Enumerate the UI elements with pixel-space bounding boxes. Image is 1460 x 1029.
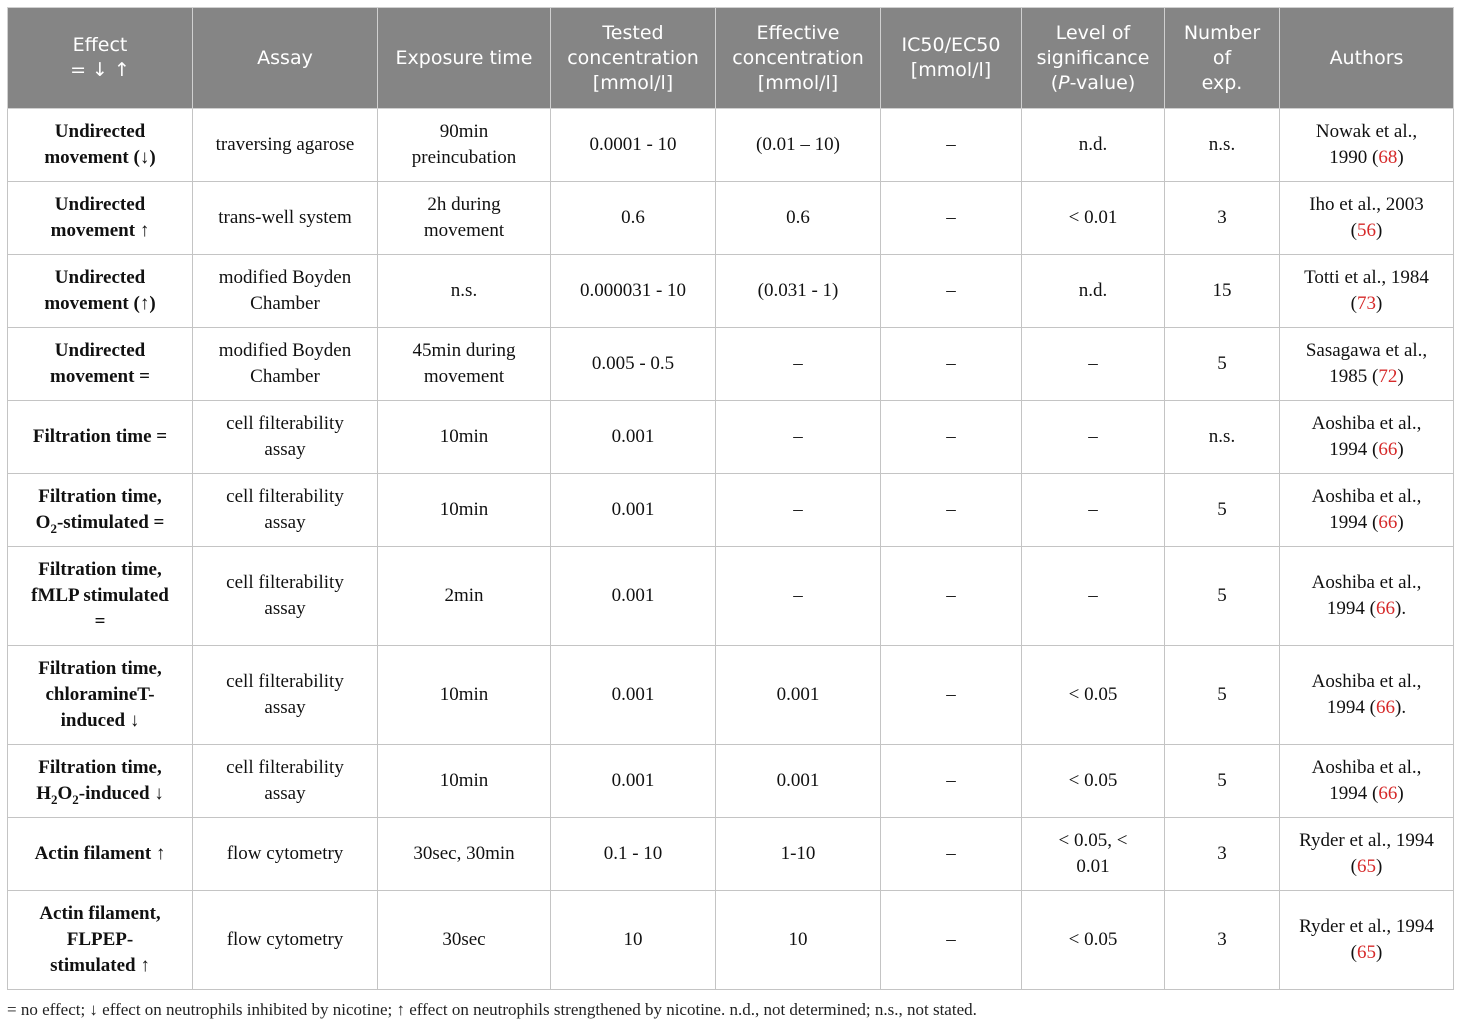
table-row [8, 328, 1454, 401]
cell-number: n.s. [1165, 401, 1280, 474]
header-level-suffix: -value) [1069, 71, 1136, 94]
author-close: ). [1395, 697, 1407, 718]
cell-ic50: – [881, 401, 1022, 474]
effect-line1: Undirected [54, 340, 146, 361]
cell-number: 5 [1165, 745, 1280, 818]
author-year: 1994 ( [1326, 697, 1376, 718]
cell-exposure [378, 745, 551, 818]
effect-line2-suffix: -stimulated = [56, 512, 165, 533]
cell-effect [8, 255, 193, 328]
author-year: 1990 ( [1329, 147, 1379, 168]
header-row [8, 8, 1454, 109]
exposure-text: 2min [444, 585, 484, 606]
cell-ic50: – [881, 255, 1022, 328]
cell-authors [1280, 891, 1454, 990]
table-footnote: = no effect; ↓ effect on neutrophils inhibited by nicotine; ↑ effect on neutrophils strengthened by nicotine. n.d., not determined; n.s., not stated. [7, 1000, 977, 1019]
exposure-text: 10min [439, 684, 489, 705]
author-close: ). [1395, 598, 1407, 619]
cell-tested: 0.005 - 0.5 [551, 328, 716, 401]
cell-effective: 1-10 [716, 818, 881, 891]
cell-ic50: – [881, 818, 1022, 891]
exposure-text: 30sec [442, 929, 486, 950]
assay-line2: Chamber [250, 293, 320, 314]
effect-line2: chloramineT- [45, 684, 155, 705]
assay-line2: assay [264, 512, 306, 533]
author-year: ( [1350, 220, 1357, 241]
cell-effective: 0.001 [716, 745, 881, 818]
exposure-text: n.s. [450, 280, 478, 301]
cell-number: 5 [1165, 646, 1280, 745]
effect-line1: Filtration time, [38, 559, 162, 580]
table-row [8, 255, 1454, 328]
effect-line2-subscript1: 2 [51, 791, 58, 807]
cell-authors [1280, 109, 1454, 182]
header-number-line3: exp. [1201, 71, 1243, 94]
cell-number: 5 [1165, 547, 1280, 646]
cell-exposure [378, 646, 551, 745]
author-line1: Aoshiba et al., [1311, 757, 1422, 778]
author-year: ( [1350, 942, 1357, 963]
header-number-line2: of [1212, 46, 1232, 69]
author-line1: Sasagawa et al., [1305, 340, 1428, 361]
cell-number: 3 [1165, 182, 1280, 255]
author-line1: Ryder et al., 1994 [1299, 830, 1434, 851]
header-assay-text: Assay [257, 46, 313, 69]
effect-line1: Undirected [54, 194, 146, 215]
cell-number: n.s. [1165, 109, 1280, 182]
author-close: ) [1376, 942, 1383, 963]
cell-effective: (0.031 - 1) [716, 255, 881, 328]
header-significance [1022, 8, 1165, 109]
cell-effect [8, 474, 193, 547]
cell-assay [193, 182, 378, 255]
cell-ic50: – [881, 109, 1022, 182]
author-close: ) [1376, 856, 1383, 877]
effect-line2-prefix: H [36, 783, 51, 804]
author-line1: Nowak et al., [1315, 121, 1418, 142]
cell-tested: 10 [551, 891, 716, 990]
cell-tested: 0.0001 - 10 [551, 109, 716, 182]
author-year: 1985 ( [1329, 366, 1379, 387]
significance-line2: 0.01 [1076, 856, 1110, 877]
cell-exposure [378, 182, 551, 255]
author-year: 1994 ( [1329, 512, 1379, 533]
cell-number: 5 [1165, 474, 1280, 547]
exposure-line2: movement [423, 220, 505, 241]
header-level-paren-open: ( [1050, 71, 1059, 94]
data-table-container [7, 7, 1453, 990]
effect-line2: movement ↑ [50, 220, 150, 241]
header-level-line1: Level of [1055, 21, 1131, 44]
cell-significance: n.d. [1022, 255, 1165, 328]
effect-line2-mid: O [57, 783, 73, 804]
effect-line1: Filtration time, [38, 658, 162, 679]
cell-significance: < 0.05 [1022, 891, 1165, 990]
header-exposure-time [378, 8, 551, 109]
cell-effective: – [716, 474, 881, 547]
reference-link[interactable]: 56 [1357, 220, 1376, 241]
reference-link[interactable]: 65 [1357, 856, 1376, 877]
cell-exposure [378, 474, 551, 547]
cell-effect [8, 745, 193, 818]
table-row [8, 745, 1454, 818]
cell-exposure [378, 547, 551, 646]
cell-authors [1280, 547, 1454, 646]
cell-significance: n.d. [1022, 109, 1165, 182]
cell-effective: – [716, 328, 881, 401]
effect-line1: Actin filament, [39, 903, 161, 924]
author-year: 1994 ( [1329, 783, 1379, 804]
cell-assay [193, 646, 378, 745]
header-effective-line3: [mmol/l] [757, 71, 839, 94]
effect-line1: Undirected [54, 267, 146, 288]
effect-line1: Filtration time, [38, 486, 162, 507]
cell-effective: 0.001 [716, 646, 881, 745]
cell-tested: 0.001 [551, 745, 716, 818]
cell-ic50: – [881, 891, 1022, 990]
effect-line3: = [94, 611, 106, 632]
effect-line2: movement (↑) [44, 293, 156, 314]
cell-effect [8, 891, 193, 990]
header-effective-concentration [716, 8, 881, 109]
reference-link[interactable]: 68 [1378, 147, 1398, 168]
assay-line1: cell filterability [226, 413, 344, 434]
header-level-p-italic: P [1058, 71, 1070, 94]
assay-line1: cell filterability [226, 757, 344, 778]
reference-link[interactable]: 73 [1357, 293, 1376, 314]
table-row [8, 182, 1454, 255]
cell-tested: 0.6 [551, 182, 716, 255]
cell-ic50: – [881, 547, 1022, 646]
header-effect-line1: Effect [72, 34, 128, 56]
header-effect-line2: = ↓ ↑ [70, 59, 130, 81]
cell-number: 3 [1165, 818, 1280, 891]
cell-exposure [378, 891, 551, 990]
cell-exposure [378, 109, 551, 182]
cell-tested: 0.001 [551, 547, 716, 646]
cell-effect [8, 818, 193, 891]
cell-effective: 10 [716, 891, 881, 990]
significance-line1: < 0.05, < [1058, 830, 1128, 851]
header-number-of-exp [1165, 8, 1280, 109]
cell-authors [1280, 255, 1454, 328]
cell-number: 15 [1165, 255, 1280, 328]
cell-tested: 0.1 - 10 [551, 818, 716, 891]
exposure-text: 10min [439, 499, 489, 520]
header-exposure-text: Exposure time [395, 46, 533, 69]
cell-significance: < 0.05 [1022, 745, 1165, 818]
header-ic50-line1: IC50/EC50 [901, 34, 1001, 56]
author-year: 1994 ( [1326, 598, 1376, 619]
cell-tested: 0.001 [551, 401, 716, 474]
assay-line1: modified Boyden [218, 340, 352, 361]
cell-ic50: – [881, 646, 1022, 745]
cell-tested: 0.001 [551, 474, 716, 547]
author-year: ( [1350, 856, 1357, 877]
cell-assay [193, 474, 378, 547]
exposure-line2: movement [423, 366, 505, 387]
cell-authors [1280, 745, 1454, 818]
table-row [8, 474, 1454, 547]
cell-assay [193, 745, 378, 818]
assay-line1: cell filterability [226, 671, 344, 692]
cell-significance: – [1022, 401, 1165, 474]
cell-assay [193, 109, 378, 182]
cell-tested: 0.000031 - 10 [551, 255, 716, 328]
author-close: ) [1376, 293, 1383, 314]
header-effect [8, 8, 193, 109]
author-close: ) [1376, 220, 1383, 241]
header-effective-line2: concentration [732, 46, 864, 69]
assay-line2: assay [264, 598, 306, 619]
exposure-text: 10min [439, 426, 489, 447]
reference-link[interactable]: 66 [1378, 783, 1398, 804]
cell-effect [8, 646, 193, 745]
cell-ic50: – [881, 474, 1022, 547]
cell-authors [1280, 401, 1454, 474]
assay-line1: modified Boyden [218, 267, 352, 288]
cell-exposure [378, 255, 551, 328]
cell-effect [8, 401, 193, 474]
assay-line2: assay [264, 439, 306, 460]
header-tested-line2: concentration [567, 46, 699, 69]
exposure-text: 10min [439, 770, 489, 791]
assay-text: flow cytometry [226, 929, 344, 950]
table-row [8, 401, 1454, 474]
header-tested-line3: [mmol/l] [592, 71, 674, 94]
author-line1: Aoshiba et al., [1311, 486, 1422, 507]
author-year: 1994 ( [1329, 439, 1379, 460]
author-line1: Iho et al., 2003 [1309, 194, 1424, 215]
effect-text: Filtration time = [32, 426, 168, 447]
effect-line1: Undirected [54, 121, 146, 142]
cell-effect [8, 182, 193, 255]
cell-effective: (0.01 – 10) [716, 109, 881, 182]
header-authors-text: Authors [1329, 46, 1404, 69]
cell-ic50: – [881, 182, 1022, 255]
reference-link[interactable]: 66 [1378, 512, 1398, 533]
author-year: ( [1350, 293, 1357, 314]
cell-exposure [378, 328, 551, 401]
nicotine-effects-table [7, 7, 1454, 990]
effect-line2-suffix: -induced ↓ [78, 783, 164, 804]
effect-line2-subscript: 2 [50, 520, 57, 536]
cell-exposure [378, 818, 551, 891]
cell-assay [193, 547, 378, 646]
exposure-line1: 2h during [427, 194, 501, 215]
cell-assay [193, 818, 378, 891]
cell-authors [1280, 646, 1454, 745]
author-line1: Aoshiba et al., [1311, 671, 1422, 692]
exposure-line1: 45min during [412, 340, 516, 361]
cell-significance [1022, 818, 1165, 891]
reference-link[interactable]: 66 [1376, 598, 1395, 619]
cell-ic50: – [881, 328, 1022, 401]
author-line1: Ryder et al., 1994 [1299, 916, 1434, 937]
effect-line3: induced ↓ [60, 710, 140, 731]
effect-line2: movement = [50, 366, 150, 387]
assay-text: traversing agarose [215, 134, 355, 155]
author-close: ) [1397, 783, 1404, 804]
author-line1: Totti et al., 1984 [1304, 267, 1429, 288]
cell-number: 5 [1165, 328, 1280, 401]
author-line1: Aoshiba et al., [1311, 572, 1422, 593]
author-close: ) [1397, 512, 1404, 533]
cell-number: 3 [1165, 891, 1280, 990]
table-row [8, 818, 1454, 891]
cell-authors [1280, 818, 1454, 891]
cell-assay [193, 255, 378, 328]
exposure-line2: preincubation [411, 147, 517, 168]
header-level-line2: significance [1036, 46, 1150, 69]
assay-line2: Chamber [250, 366, 320, 387]
cell-authors [1280, 328, 1454, 401]
author-line1: Aoshiba et al., [1311, 413, 1422, 434]
header-tested-concentration [551, 8, 716, 109]
cell-effect [8, 109, 193, 182]
cell-exposure [378, 401, 551, 474]
cell-significance: – [1022, 328, 1165, 401]
effect-line2: fMLP stimulated [31, 585, 169, 606]
exposure-text: 30sec, 30min [413, 843, 515, 864]
reference-link[interactable]: 66 [1378, 439, 1398, 460]
exposure-line1: 90min [439, 121, 489, 142]
cell-assay [193, 891, 378, 990]
cell-significance: < 0.01 [1022, 182, 1165, 255]
cell-assay [193, 328, 378, 401]
effect-line2: movement (↓) [44, 147, 156, 168]
cell-authors [1280, 182, 1454, 255]
assay-text: flow cytometry [226, 843, 344, 864]
assay-line1: cell filterability [226, 572, 344, 593]
table-row [8, 109, 1454, 182]
header-tested-line1: Tested [602, 21, 664, 44]
cell-effective: – [716, 401, 881, 474]
cell-effective: 0.6 [716, 182, 881, 255]
cell-effect [8, 547, 193, 646]
cell-significance: – [1022, 547, 1165, 646]
cell-assay [193, 401, 378, 474]
effect-line3: stimulated ↑ [50, 955, 150, 976]
author-close: ) [1397, 147, 1404, 168]
table-header [8, 8, 1454, 109]
cell-significance: – [1022, 474, 1165, 547]
effect-line2-prefix: O [35, 512, 51, 533]
header-authors [1280, 8, 1454, 109]
cell-significance: < 0.05 [1022, 646, 1165, 745]
assay-text: trans-well system [218, 207, 352, 228]
reference-link[interactable]: 66 [1376, 697, 1395, 718]
table-row [8, 646, 1454, 745]
effect-text: Actin filament ↑ [34, 843, 166, 864]
header-ic50-line2: [mmol/l] [910, 59, 992, 81]
header-ic50 [881, 8, 1022, 109]
header-effective-line1: Effective [756, 21, 840, 44]
reference-link[interactable]: 72 [1378, 366, 1398, 387]
cell-tested: 0.001 [551, 646, 716, 745]
reference-link[interactable]: 65 [1357, 942, 1376, 963]
author-close: ) [1397, 366, 1404, 387]
assay-line2: assay [264, 783, 306, 804]
table-body [8, 109, 1454, 990]
effect-line2-subscript2: 2 [72, 791, 79, 807]
table-row [8, 547, 1454, 646]
author-close: ) [1397, 439, 1404, 460]
cell-authors [1280, 474, 1454, 547]
assay-line1: cell filterability [226, 486, 344, 507]
table-row [8, 891, 1454, 990]
cell-effective: – [716, 547, 881, 646]
assay-line2: assay [264, 697, 306, 718]
cell-ic50: – [881, 745, 1022, 818]
effect-line2: FLPEP- [66, 929, 134, 950]
header-number-line1: Number [1183, 21, 1261, 44]
header-assay [193, 8, 378, 109]
cell-effect [8, 328, 193, 401]
effect-line1: Filtration time, [38, 757, 162, 778]
